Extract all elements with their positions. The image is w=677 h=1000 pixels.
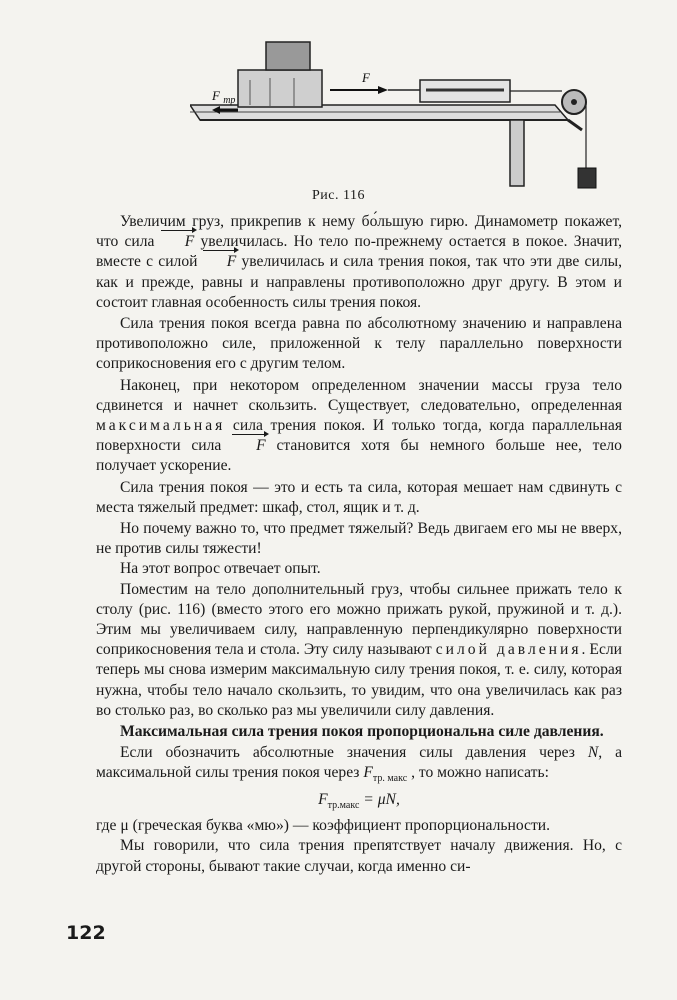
table <box>190 105 568 186</box>
dynamometer <box>388 80 562 102</box>
paragraph-9: Если обозначить абсолютные значения силы давления через N, а максимальной силы трения покоя через $F_{тр. макс}$ , то можно написать: <box>96 744 623 785</box>
paragraph-4: Сила трения покоя — это и есть та сила, которая мешает нам сдвинуть с места тяжелый предмет: шкаф, стол, ящик и т. д. <box>96 478 622 516</box>
pulley <box>562 90 586 168</box>
paragraph-2: Сила трения покоя всегда равна по абсолютному значению и направлена противоположно силе, приложенной к телу параллельно поверхности соприкосновения его с другим телом. <box>96 315 622 373</box>
page-number: 122 <box>66 922 106 944</box>
bold-statement: Максимальная сила трения покоя пропорциональна силе давления. <box>120 723 604 741</box>
vector-f: F <box>203 252 237 272</box>
figure-116-diagram <box>190 30 630 200</box>
figure-caption: Рис. 116 <box>312 188 365 203</box>
paragraph-1: Увеличим груз, прикрепив к нему бо́льшую гирю. Динамометр покажет, что сила F увеличилась. Но тело по-прежнему остается в покое. Значит, вместе с силой F увеличилась и сила трения покоя, так что эти две силы, как и прежде, равны и направлены противоположно друг другу. В этом и состоит главная особенность силы трения покоя. <box>96 213 622 311</box>
force-label: F <box>362 70 370 85</box>
paragraph-7: Поместим на тело дополнительный груз, чтобы сильнее прижать тело к столу (рис. 116) (вместо этого его можно прижать рукой, пружиной и т. д.). Этим мы увеличиваем силу, направленную перпендикулярно поверхности соприкосновения тела и стола. Эту силу называют силой давления. Если теперь мы снова измерим максимальную силу трения покоя, т. е. силу, которая нужна, чтобы тело начало скользить, то увидим, что она увеличилась как раз во столько раз, во сколько раз мы увеличили силу давления. <box>96 580 623 719</box>
paragraph-10: где μ (греческая буква «мю») — коэффициент пропорциональности. <box>96 817 551 835</box>
paragraph-11: Мы говорили, что сила трения препятствует началу движения. Но, с другой стороны, бывают такие случаи, когда именно си- <box>96 837 622 875</box>
svg-text:F тр <box>211 88 235 106</box>
block-with-weight <box>238 42 322 107</box>
force-arrow <box>330 86 388 94</box>
friction-label-sub: тр <box>223 95 236 106</box>
paragraph-5: Но почему важно то, что предмет тяжелый? Ведь двигаем его мы не вверх, не против силы тяжести! <box>96 520 622 558</box>
formula: $F_{тр.макс} = \mu N$, <box>318 790 400 811</box>
paragraph-6: На этот вопрос отвечает опыт. <box>120 560 321 578</box>
vector-f: F <box>232 436 266 456</box>
paragraph-3: Наконец, при некотором определенном значении массы груза тело сдвинется и начнет скользить. Существует, следовательно, определенная максимальная сила трения покоя. И только тогда, когда параллельная поверхности сила F становится хотя бы немного больше нее, тело получает ускорение. <box>96 376 622 475</box>
body-text <box>96 212 622 877</box>
friction-label: F <box>212 88 220 103</box>
hanging-weight <box>578 168 596 188</box>
vector-f: F <box>161 232 195 252</box>
